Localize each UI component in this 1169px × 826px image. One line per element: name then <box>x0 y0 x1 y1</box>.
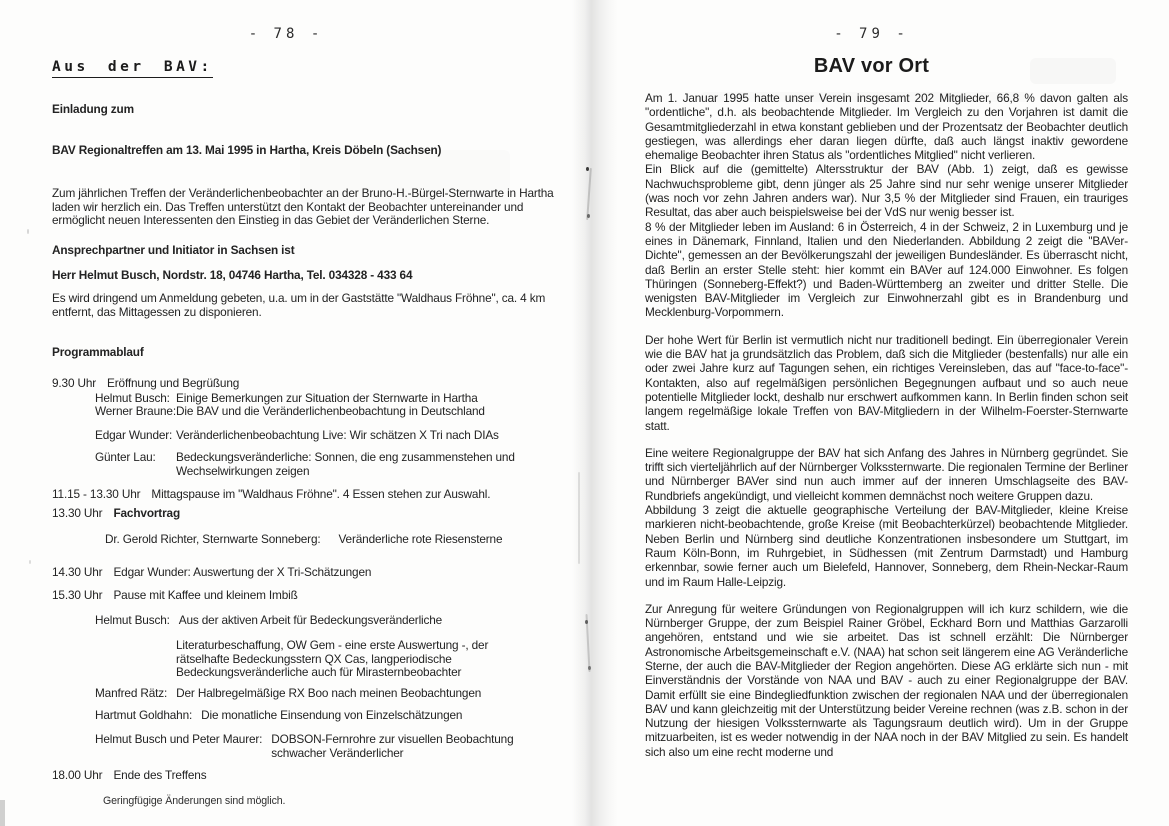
contact-heading: Ansprechpartner und Initiator in Sachsen ist <box>52 242 295 257</box>
program-row <box>52 392 566 406</box>
program-row <box>52 533 566 547</box>
program-item: Pause mit Kaffee und kleinem Imbiß <box>113 587 298 602</box>
speaker-name: Manfred Rätz: <box>95 685 168 700</box>
article-body <box>645 91 1128 759</box>
program-time: 15.30 Uhr <box>52 587 103 602</box>
article-paragraph: Abbildung 3 zeigt die aktuelle geographische Verteilung der BAV-Mitglieder, kleine Kreise markieren nicht-beobachtende, große Kreise (mit Beobachterkürzel) beobachtende Mitglieder. Neben Berlin und Nürnberg sind deutliche Konzentrationen insbesondere um Stuttgart, im Raum Köln-Bonn, im Ruhrgebiet, in Südhessen (mit Zentrum Darmstadt) und Hamburg erkennbar, sowie ferner auch um Bielefeld, Hannover, Sonneberg, dem Rhein-Neckar-Raum und im Raum Halle-Leipzig. <box>645 503 1128 589</box>
spine-crease-mark <box>578 472 580 564</box>
program-item: Edgar Wunder: Auswertung der X Tri-Schätzungen <box>113 565 372 580</box>
talk-title: Der Halbregelmäßige RX Boo nach meinen Beobachtungen <box>176 685 482 700</box>
program-row <box>52 769 566 783</box>
speaker-name: Edgar Wunder: <box>95 427 173 442</box>
program-item: Ende des Treffens <box>113 768 207 783</box>
lecture-topic: Veränderliche rote Riesensterne <box>338 531 503 546</box>
article-paragraph: 8 % der Mitglieder leben im Ausland: 6 in Österreich, 4 in der Schweiz, 2 in Luxemburg und je eines in Dänemark, Finnland, Italien und den Niederlanden. Abbildung 2 zeigt die "BAVer-Dichte", gemessen an der Bevölkerungszahl der jeweiligen Bundesländer. Es überrascht nicht, daß Berlin an erster Stelle steht: hier kommt ein BAVer auf 124.000 Einwohner. Es folgen Thüringen (Sonneberg-Effekt?) und Baden-Württemberg an zweiter und dritter Stelle. Die wenigsten BAV-Mitglieder im Vergleich zur Einwohnerzahl gibt es in Brandenburg und Mecklenburg-Vorpommern. <box>645 219 1128 320</box>
program-row <box>52 687 566 701</box>
article-paragraph: Eine weitere Regionalgruppe der BAV hat sich Anfang des Jahres in Nürnberg gegründet. Sie trifft sich vierteljährlich auf der Nürnberger Volkssternwarte. Die regionalen Termine der Berliner und Nürnberger BAVer sind nun auch immer auf der inneren Umschlagseite des BAV-Rundbriefs angekündigt, und vielleicht kommen demnächst noch weitere Gruppen dazu. <box>645 445 1128 503</box>
program-row <box>52 589 566 603</box>
book-spine-shadow <box>572 0 618 826</box>
page-number-right: - 79 - <box>834 26 909 42</box>
program-item: Mittagspause im "Waldhaus Fröhne". 4 Essen stehen zur Auswahl. <box>151 486 491 501</box>
article-paragraph: Ein Blick auf die (gemittelte) Altersstruktur der BAV (Abb. 1) zeigt, daß es gewisse Nachwuchsprobleme gibt, denn jünger als 25 Jahre sind nur sehr wenige unserer Mitglieder (was noch vor zehn Jahren anders war). Nur 3,5 % der Mitglieder sind Frauen, ein trauriges Resultat, das aber auch beispielsweise bei der VdS nur wenig besser ist. <box>645 162 1128 220</box>
intro-paragraph: Zum jährlichen Treffen der Veränderlichenbeobachter an der Bruno-H.-Bürgel-Sternwarte in Hartha laden wir herzlich ein. Das Treffen unterstützt den Kontakt der Beobachter untereinander und ermöglicht neuen Interessenten den Einstieg in das Gebiet der Veränderlichen Sterne. <box>52 186 554 228</box>
program-row <box>52 488 566 502</box>
scan-speck <box>586 167 589 171</box>
talk-title: Einige Bemerkungen zur Situation der Sternwarte in Hartha <box>176 390 478 405</box>
speaker-name: Helmut Busch: <box>95 613 170 628</box>
speaker-name: Helmut Busch und Peter Maurer: <box>95 732 263 747</box>
section-heading: Aus der BAV: <box>52 59 213 78</box>
talk-detail-note: Literaturbeschaffung, OW Gem - eine erste Auswertung -, der rätselhafte Bedeckungsstern QX Cas, langperiodische Bedeckungsveränderliche auch für Mirasternbeobachter <box>176 638 489 680</box>
scan-speck <box>27 229 29 234</box>
invitation-intro: Einladung zum <box>52 102 134 116</box>
registration-note: Es wird dringend um Anmeldung gebeten, u.a. um in der Gaststätte "Waldhaus Fröhne", ca. 4 km entfernt, das Mittagessen zu disponieren. <box>52 291 546 319</box>
program-row <box>52 733 566 760</box>
program-row <box>52 405 566 419</box>
speaker-name: Werner Braune: <box>95 404 176 419</box>
article-paragraph: Am 1. Januar 1995 hatte unser Verein insgesamt 202 Mitglieder, 66,8 % davon galten als "ordentliche", d.h. als beobachtende Mitglieder. Im Vergleich zu den Vorjahren ist damit die Gesamtmitgliederzahl in etwa konstant geblieben und der Prozentsatz der Beobachter deutlich gestiegen, was allerdings eher daran liegen dürfte, daß auch längst inaktiv gewordene ehemalige Beobachter ihren Status als "ordentliches Mitglied" nicht verlieren. <box>645 91 1128 163</box>
talk-title: DOBSON-Fernrohre zur visuellen Beobachtung schwacher Veränderlicher <box>271 732 514 760</box>
speaker-name: Günter Lau: <box>95 450 156 465</box>
talk-title: Aus der aktiven Arbeit für Bedeckungsveränderliche <box>178 613 443 628</box>
article-title: BAV vor Ort <box>813 55 930 77</box>
event-title: BAV Regionaltreffen am 13. Mai 1995 in Hartha, Kreis Döbeln (Sachsen) <box>52 142 442 157</box>
program-heading: Programmablauf <box>52 345 144 360</box>
lecturer-name: Dr. Gerold Richter, Sternwarte Sonneberg: <box>105 531 321 546</box>
talk-title: Die BAV und die Veränderlichenbeobachtung in Deutschland <box>176 404 485 419</box>
program-time: 11.15 - 13.30 Uhr <box>52 486 141 501</box>
page-78 <box>52 26 566 808</box>
talk-title: Veränderlichenbeobachtung Live: Wir schätzen X Tri nach DIAs <box>176 427 499 442</box>
talk-title: Die monatliche Einsendung von Einzelschätzungen <box>201 708 463 723</box>
program-row <box>52 566 566 580</box>
program-time: 18.00 Uhr <box>52 768 103 783</box>
page-79 <box>645 26 1128 759</box>
speaker-name: Hartmut Goldhahn: <box>95 708 193 723</box>
program-row <box>52 709 566 723</box>
scan-speck <box>587 214 590 218</box>
program-time: 14.30 Uhr <box>52 565 103 580</box>
scan-speck <box>29 560 31 564</box>
program-item: Eröffnung und Begrüßung <box>107 375 240 390</box>
program-time: 13.30 Uhr <box>52 506 103 521</box>
talk-title: Bedeckungsveränderliche: Sonnen, die eng zusammenstehen und Wechselwirkungen zeigen <box>176 450 515 478</box>
program-row <box>52 507 566 521</box>
program-time: 9.30 Uhr <box>52 375 97 390</box>
article-paragraph: Der hohe Wert für Berlin ist vermutlich nicht nur traditionell bedingt. Ein überregionaler Verein wie die BAV hat ja grundsätzlich das Problem, daß sich die Mitglieder (bestenfalls) nur alle ein oder zwei Jahre kurz auf Tagungen sehen, ein richtiges Vereinsleben, das auf "face-to-face"-Kontakten, also auf regelmäßigen persönlichen Begegnungen aufbaut und so auch neue potentielle Mitglieder lockt, deshalb nur erschwert aufkommen kann. In Berlin finden schon seit langem regelmäßige lokale Treffen von BAV-Mitgliedern in der Wilhelm-Foerster-Sternwarte statt. <box>645 332 1128 433</box>
program-row <box>52 429 566 443</box>
speaker-name: Helmut Busch: <box>95 390 170 405</box>
article-paragraph: Zur Anregung für weitere Gründungen von Regionalgruppen will ich kurz schildern, wie die Nürnberger Gruppe, der zum Beispiel Rainer Gröbel, Eckhard Born und Matthias Garzarolli angehören, entstand und wie sie arbeitet. Das ist schnell erzählt: Die Nürnberger Astronomische Arbeitsgemeinschaft e.V. (NAA) hat schon seit längerem eine AG Veränderliche Sterne, der auch die BAV-Mitglieder der Region angehörten. Diese AG erklärte sich nun - mit Einverständnis der Vorstände von NAA und BAV - auch zu einer Regionalgruppe der BAV. Damit erfüllt sie eine Bindegliedfunktion zwischen der regionalen NAA und der überregionalen BAV und kann gleichzeitig mit der Unterstützung beider Vereine rechnen (was z.B. schon in der Nutzung der hiesigen Volkssternwarte als Tagungsraum deutlich wird). Um in der Gruppe mitzuarbeiten, ist es weder notwendig in der NAA noch in der BAV Mitglied zu sein. Es handelt sich also um eine recht moderne und <box>645 601 1128 759</box>
scan-edge-smudge <box>0 800 5 826</box>
program-footnote: Geringfügige Änderungen sind möglich. <box>103 794 286 807</box>
scan-speck <box>588 666 591 670</box>
page-number-left: - 78 - <box>248 26 324 42</box>
program-row <box>52 377 566 391</box>
program-row <box>52 614 566 628</box>
contact-line: Herr Helmut Busch, Nordstr. 18, 04746 Hartha, Tel. 034328 - 433 64 <box>52 267 413 282</box>
program-item: Fachvortrag <box>113 506 180 521</box>
program-row <box>52 451 566 478</box>
scan-speck <box>585 620 588 624</box>
program-row <box>52 639 566 680</box>
